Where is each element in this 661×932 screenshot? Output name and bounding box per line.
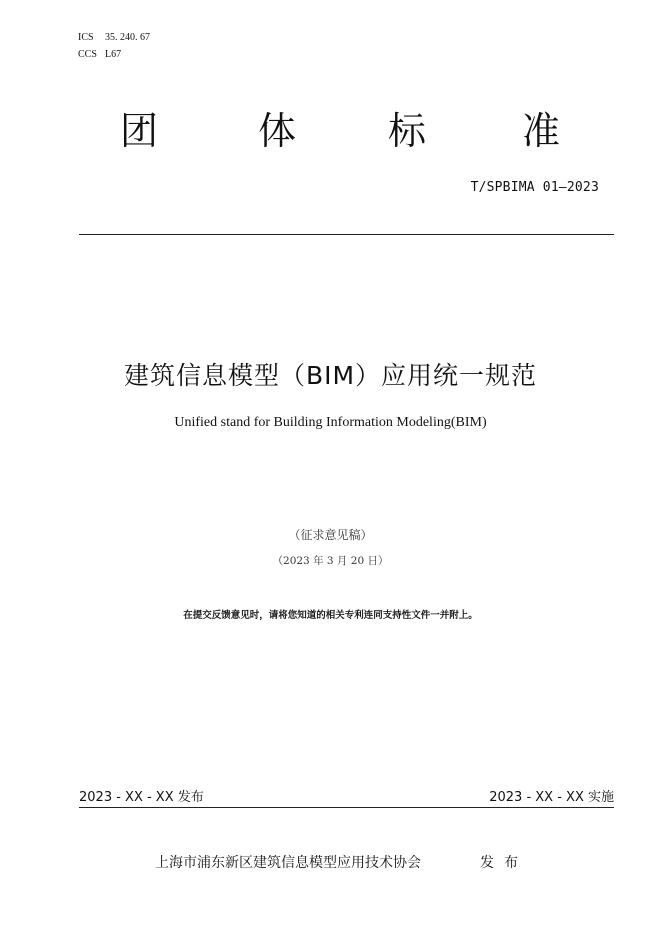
ics-label: ICS bbox=[78, 32, 94, 43]
standard-type-heading bbox=[90, 106, 590, 156]
document-subtitle-english: Unified stand for Building Information Modeling(BIM) bbox=[174, 415, 487, 430]
implement-date: 2023 - XX - XX 实施 bbox=[489, 790, 614, 805]
standard-type-char: 团 bbox=[120, 109, 159, 153]
bottom-divider bbox=[79, 807, 614, 808]
standard-type-char: 体 bbox=[258, 109, 297, 153]
standard-number: T/SPBIMA 01—2023 bbox=[470, 180, 599, 195]
document-title: 建筑信息模型（BIM）应用统一规范 bbox=[123, 361, 538, 390]
draft-date: （2023 年 3 月 20 日） bbox=[272, 555, 389, 567]
publish-label: 发布 bbox=[480, 855, 528, 871]
standard-type-char: 标 bbox=[388, 109, 427, 153]
ics-classification bbox=[78, 32, 150, 43]
draft-label: （征求意见稿） bbox=[288, 528, 373, 542]
standard-type-char: 准 bbox=[522, 109, 561, 153]
publisher-name: 上海市浦东新区建筑信息模型应用技术协会 bbox=[155, 855, 421, 871]
ccs-classification bbox=[78, 49, 121, 60]
ccs-label: CCS bbox=[78, 49, 97, 60]
release-date: 2023 - XX - XX 发布 bbox=[79, 790, 204, 805]
ics-code: 35. 240. 67 bbox=[105, 32, 150, 43]
patent-notice: 在提交反馈意见时，请将您知道的相关专利连同支持性文件一并附上。 bbox=[183, 610, 478, 621]
ccs-code: L67 bbox=[105, 49, 122, 60]
top-divider bbox=[79, 234, 614, 235]
